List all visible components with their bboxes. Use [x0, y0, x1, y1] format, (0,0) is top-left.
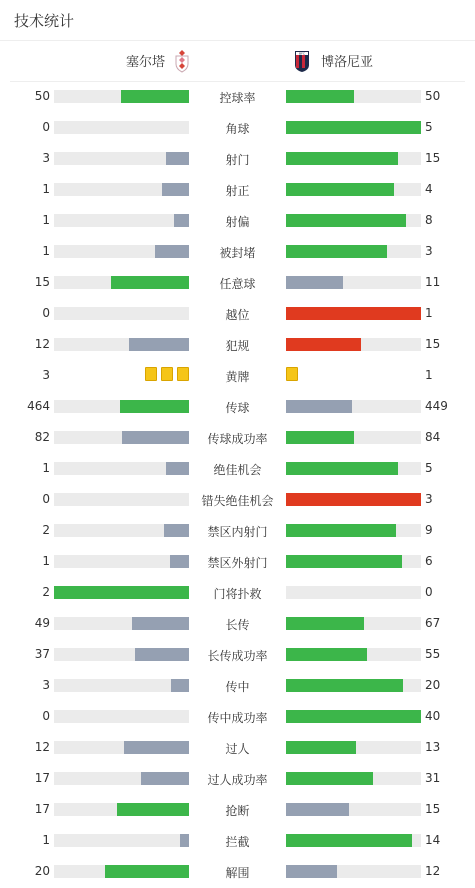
away-value: 20 [425, 678, 441, 692]
home-bar-track [54, 493, 189, 506]
away-bar-track [286, 400, 421, 413]
home-bar-fill [122, 431, 189, 444]
stat-label: 长传成功率 [207, 649, 268, 663]
home-value: 15 [34, 275, 50, 289]
home-bar-fill [120, 400, 189, 413]
home-value: 2 [42, 523, 50, 537]
stat-label: 传中成功率 [207, 711, 268, 725]
home-bar-track [54, 338, 189, 351]
stat-row [0, 174, 475, 205]
stat-row [0, 143, 475, 174]
away-value: 6 [425, 554, 433, 568]
away-value: 84 [425, 430, 441, 444]
home-value: 1 [42, 213, 50, 227]
away-value: 11 [425, 275, 441, 289]
stat-label: 拦截 [225, 835, 250, 849]
stat-row [0, 484, 475, 515]
stats-header [0, 0, 475, 41]
away-bar-track [286, 524, 421, 537]
away-bar-fill [286, 710, 421, 723]
home-bar-track [54, 400, 189, 413]
stat-label: 越位 [225, 308, 250, 322]
stat-label: 错失绝佳机会 [201, 494, 274, 508]
home-value: 17 [34, 771, 50, 785]
yellow-card-icon [177, 367, 189, 381]
stat-row [0, 391, 475, 422]
away-value: 3 [425, 492, 433, 506]
home-value: 0 [42, 709, 50, 723]
home-value: 1 [42, 244, 50, 258]
away-team[interactable] [293, 40, 373, 81]
away-bar-track [286, 152, 421, 165]
away-bar-fill [286, 865, 337, 878]
away-bar-track [286, 834, 421, 847]
away-bar-fill [286, 803, 349, 816]
stat-row [0, 236, 475, 267]
away-bar-track [286, 555, 421, 568]
away-bar-track [286, 276, 421, 289]
home-bar-fill [141, 772, 189, 785]
celta-crest-icon [173, 49, 191, 73]
away-bar-track [286, 648, 421, 661]
home-bar-track [54, 524, 189, 537]
home-team[interactable] [126, 40, 197, 81]
home-bar-track [54, 214, 189, 227]
away-bar-track [286, 679, 421, 692]
away-value: 40 [425, 709, 441, 723]
home-value: 17 [34, 802, 50, 816]
away-bar-track [286, 617, 421, 630]
away-bar-fill [286, 400, 352, 413]
home-bar-fill [171, 679, 189, 692]
section-title: 技术统计 [14, 12, 75, 30]
away-value: 0 [425, 585, 433, 599]
stat-label: 任意球 [219, 277, 256, 291]
home-bar-fill [162, 183, 189, 196]
away-value: 8 [425, 213, 433, 227]
away-value: 67 [425, 616, 441, 630]
home-bar-fill [135, 648, 189, 661]
stat-row [0, 267, 475, 298]
home-bar-track [54, 183, 189, 196]
away-value: 15 [425, 151, 441, 165]
away-bar-fill [286, 183, 394, 196]
stat-label: 角球 [225, 122, 250, 136]
stat-label: 射正 [225, 184, 250, 198]
yellow-card-icon [161, 367, 173, 381]
away-team-name: 博洛尼亚 [321, 55, 374, 70]
away-bar-fill [286, 741, 356, 754]
home-bar-fill [155, 245, 189, 258]
home-value: 0 [42, 492, 50, 506]
home-bar-track [54, 276, 189, 289]
away-bar-fill [286, 462, 398, 475]
home-bar-track [54, 865, 189, 878]
home-bar-track [54, 741, 189, 754]
away-bar-fill [286, 617, 364, 630]
away-bar-track [286, 710, 421, 723]
stats-list [0, 81, 475, 887]
home-value: 12 [34, 337, 50, 351]
home-bar-fill [132, 617, 189, 630]
away-bar-track [286, 307, 421, 320]
stat-row [0, 608, 475, 639]
home-bar-track [54, 121, 189, 134]
stat-label: 传球成功率 [207, 432, 268, 446]
away-bar-track [286, 865, 421, 878]
stat-label: 过人 [225, 742, 250, 756]
home-value: 1 [42, 833, 50, 847]
home-bar-fill [111, 276, 189, 289]
home-bar-track [54, 710, 189, 723]
home-value: 0 [42, 306, 50, 320]
home-bar-fill [170, 555, 189, 568]
away-bar-track [286, 741, 421, 754]
home-bar-fill [117, 803, 189, 816]
home-team-name: 塞尔塔 [126, 55, 166, 70]
stat-label: 过人成功率 [207, 773, 268, 787]
away-value: 13 [425, 740, 441, 754]
home-bar-fill [124, 741, 189, 754]
home-bar-fill [105, 865, 189, 878]
home-bar-fill [164, 524, 189, 537]
away-bar-fill [286, 121, 421, 134]
away-bar-fill [286, 90, 354, 103]
stat-row [0, 639, 475, 670]
stat-label: 禁区内射门 [207, 525, 268, 539]
stat-row [0, 670, 475, 701]
away-bar-fill [286, 834, 412, 847]
away-bar-track [286, 214, 421, 227]
home-value: 464 [27, 399, 50, 413]
away-bar-fill [286, 555, 402, 568]
home-value: 3 [42, 368, 50, 382]
home-bar-track [54, 90, 189, 103]
away-value: 15 [425, 802, 441, 816]
stat-row [0, 546, 475, 577]
home-bar-track [54, 617, 189, 630]
away-bar-fill [286, 152, 398, 165]
home-bar-fill [121, 90, 189, 103]
away-yellow-cards [286, 367, 298, 381]
away-bar-fill [286, 307, 421, 320]
home-bar-track [54, 648, 189, 661]
stat-row [0, 763, 475, 794]
home-value: 3 [42, 678, 50, 692]
away-value: 3 [425, 244, 433, 258]
stat-label: 传中 [225, 680, 250, 694]
home-bar-track [54, 307, 189, 320]
home-bar-track [54, 462, 189, 475]
home-bar-track [54, 245, 189, 258]
home-bar-fill [54, 586, 189, 599]
home-bar-track [54, 679, 189, 692]
home-value: 82 [34, 430, 50, 444]
stat-row [0, 329, 475, 360]
home-value: 0 [42, 120, 50, 134]
stat-label: 黄牌 [225, 370, 250, 384]
away-value: 1 [425, 368, 433, 382]
stat-label: 绝佳机会 [213, 463, 262, 477]
away-bar-track [286, 121, 421, 134]
stat-label: 抢断 [225, 804, 250, 818]
away-bar-fill [286, 431, 354, 444]
away-bar-track [286, 586, 421, 599]
stat-row [0, 298, 475, 329]
stat-row [0, 205, 475, 236]
away-bar-track [286, 183, 421, 196]
home-value: 1 [42, 461, 50, 475]
away-value: 4 [425, 182, 433, 196]
home-bar-track [54, 803, 189, 816]
stat-row [0, 360, 475, 391]
home-value: 20 [34, 864, 50, 878]
stat-label: 解围 [225, 866, 250, 880]
away-value: 9 [425, 523, 433, 537]
away-value: 449 [425, 399, 448, 413]
away-bar-fill [286, 648, 367, 661]
home-bar-fill [166, 462, 189, 475]
stat-label: 门将扑救 [213, 587, 262, 601]
home-value: 50 [34, 89, 50, 103]
stat-label: 犯规 [225, 339, 250, 353]
stat-label: 射偏 [225, 215, 250, 229]
away-bar-track [286, 462, 421, 475]
home-bar-fill [129, 338, 189, 351]
away-bar-fill [286, 338, 361, 351]
away-bar-fill [286, 493, 421, 506]
home-bar-track [54, 772, 189, 785]
stat-row [0, 825, 475, 856]
home-yellow-cards [145, 367, 189, 381]
stat-row [0, 794, 475, 825]
yellow-card-icon [145, 367, 157, 381]
away-bar-fill [286, 245, 387, 258]
away-value: 5 [425, 461, 433, 475]
away-bar-track [286, 803, 421, 816]
stat-row [0, 112, 475, 143]
stat-row [0, 856, 475, 887]
home-value: 12 [34, 740, 50, 754]
away-bar-fill [286, 772, 373, 785]
away-value: 31 [425, 771, 441, 785]
stat-row [0, 422, 475, 453]
home-bar-fill [174, 214, 189, 227]
away-bar-track [286, 338, 421, 351]
bologna-crest-icon [293, 49, 311, 73]
stat-label: 射门 [225, 153, 250, 167]
away-value: 55 [425, 647, 441, 661]
stat-label: 禁区外射门 [207, 556, 268, 570]
home-value: 2 [42, 585, 50, 599]
stat-row [0, 515, 475, 546]
home-value: 3 [42, 151, 50, 165]
stat-label: 被封堵 [219, 246, 256, 260]
home-bar-track [54, 152, 189, 165]
away-bar-track [286, 772, 421, 785]
away-bar-fill [286, 679, 403, 692]
away-value: 1 [425, 306, 433, 320]
stat-label: 控球率 [219, 91, 256, 105]
away-value: 15 [425, 337, 441, 351]
yellow-card-icon [286, 367, 298, 381]
stat-label: 传球 [225, 401, 250, 415]
home-value: 1 [42, 182, 50, 196]
stat-row [0, 701, 475, 732]
home-value: 37 [34, 647, 50, 661]
stat-row [0, 732, 475, 763]
svg-text:BFC: BFC [299, 51, 305, 56]
away-bar-track [286, 431, 421, 444]
away-value: 12 [425, 864, 441, 878]
home-bar-track [54, 555, 189, 568]
home-bar-track [54, 834, 189, 847]
home-bar-fill [166, 152, 189, 165]
home-value: 1 [42, 554, 50, 568]
home-bar-track [54, 586, 189, 599]
away-bar-fill [286, 214, 406, 227]
teams-row [10, 40, 465, 82]
stat-row [0, 577, 475, 608]
stat-row [0, 81, 475, 112]
away-bar-track [286, 493, 421, 506]
away-bar-fill [286, 276, 343, 289]
stat-row [0, 453, 475, 484]
away-bar-fill [286, 524, 396, 537]
away-bar-track [286, 245, 421, 258]
home-value: 49 [34, 616, 50, 630]
away-value: 5 [425, 120, 433, 134]
away-value: 50 [425, 89, 441, 103]
home-bar-track [54, 431, 189, 444]
away-value: 14 [425, 833, 441, 847]
stat-label: 长传 [225, 618, 250, 632]
home-bar-fill [180, 834, 189, 847]
away-bar-track [286, 90, 421, 103]
